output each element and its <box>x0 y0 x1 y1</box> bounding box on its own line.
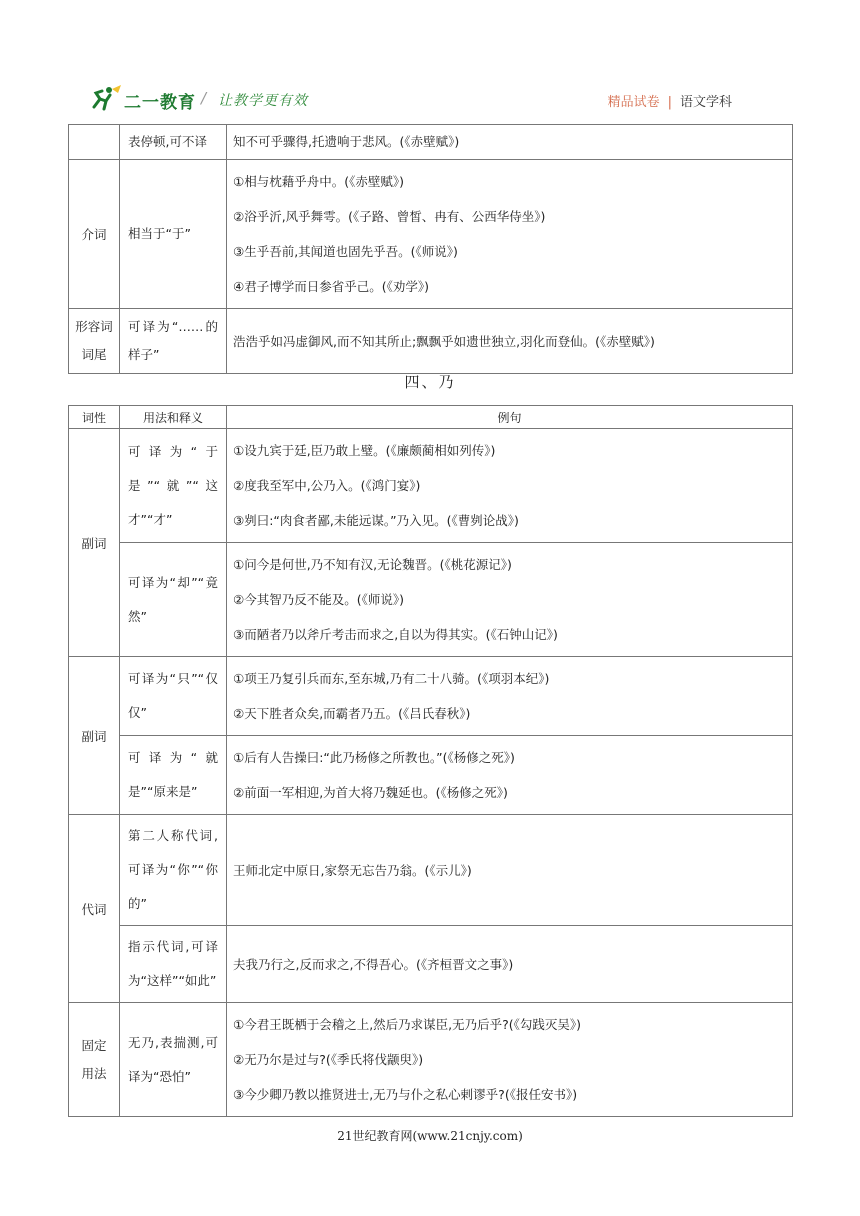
usage-cell: 第二人称代词,可译为“你”“你的” <box>120 815 227 926</box>
example-sentence: ②浴乎沂,风乎舞雩。(《子路、曾皙、冉有、公西华侍坐》) <box>233 209 546 224</box>
usage-cell: 可译为“只”“仅仅” <box>120 657 227 736</box>
example-sentence: ③今少卿乃教以推贤进士,无乃与仆之私心剌谬乎?(《报任安书》) <box>233 1087 578 1102</box>
usage-cell: 可译为“就是”“原来是” <box>120 736 227 815</box>
table-row <box>69 125 793 160</box>
column-header: 例句 <box>227 406 793 429</box>
usage-cell: 指示代词,可译为“这样”“如此” <box>120 926 227 1003</box>
table-row <box>69 1003 793 1117</box>
pos-cell: 介词 <box>69 160 120 309</box>
example-sentence: ②度我至军中,公乃入。(《鸿门宴》) <box>233 478 421 493</box>
usage-cell: 可译为“却”“竟然” <box>120 543 227 657</box>
example-sentence: ③生乎吾前,其闻道也固先乎吾。(《师说》) <box>233 244 458 259</box>
example-sentence: ③而陋者乃以斧斤考击而求之,自以为得其实。(《石钟山记》) <box>233 627 558 642</box>
page-header <box>84 82 764 118</box>
nai-usage-table <box>68 405 793 1117</box>
examples-cell <box>227 543 793 657</box>
example-sentence: ①项王乃复引兵而东,至东城,乃有二十八骑。(《项羽本纪》) <box>233 671 550 686</box>
section-title: 四、乃 <box>404 373 456 391</box>
usage-cell: 可译为“于是”“就”“这才”“才” <box>120 429 227 543</box>
usage-cell: 可译为“……的样子” <box>120 309 227 374</box>
example-sentence: ②今其智乃反不能及。(《师说》) <box>233 592 404 607</box>
table-row <box>69 736 793 815</box>
example-sentence: ④君子博学而日参省乎己。(《劝学》) <box>233 279 429 294</box>
example-sentence: ①后有人告操曰:“此乃杨修之所教也。”(《杨修之死》) <box>233 750 515 765</box>
table-row <box>69 543 793 657</box>
example-sentence: ①相与枕藉乎舟中。(《赤壁赋》) <box>233 174 404 189</box>
example-sentence: ②无乃尔是过与?(《季氏将伐颛臾》) <box>233 1052 424 1067</box>
example-sentence: 夫我乃行之,反而求之,不得吾心。(《齐桓晋文之事》) <box>233 956 514 972</box>
table-header-row <box>69 406 793 429</box>
table-row <box>69 160 793 309</box>
example-sentence: ②天下胜者众矣,而霸者乃五。(《吕氏春秋》) <box>233 706 471 721</box>
pos-cell <box>69 125 120 160</box>
pos-cell: 副词 <box>69 429 120 657</box>
example-sentence: 王师北定中原日,家祭无忘告乃翁。(《示儿》) <box>233 862 472 878</box>
table-row <box>69 815 793 926</box>
header-tags <box>608 91 732 110</box>
example-sentence: ①今君王既栖于会稽之上,然后乃求谋臣,无乃后乎?(《勾践灭吴》) <box>233 1017 582 1032</box>
header-separator: | <box>667 95 672 110</box>
examples-cell <box>227 1003 793 1117</box>
pos-cell: 代词 <box>69 815 120 1003</box>
pos-cell: 副词 <box>69 657 120 815</box>
brand-slogan: 让教学更有效 <box>218 93 308 109</box>
examples-cell <box>227 160 793 309</box>
pos-line: 用法 <box>81 1065 107 1081</box>
pos-cell <box>69 309 120 374</box>
example-sentence: 浩浩乎如冯虚御风,而不知其所止;飘飘乎如遗世独立,羽化而登仙。(《赤壁赋》) <box>233 333 655 349</box>
pos-line: 词尾 <box>81 347 107 362</box>
column-header: 词性 <box>69 406 120 429</box>
hu-continuation-table <box>68 124 793 374</box>
header-subject: 语文学科 <box>679 95 732 110</box>
examples-cell <box>227 657 793 736</box>
example-sentence: 知不可乎骤得,托遗响于悲风。(《赤壁赋》) <box>233 134 460 149</box>
brand-name: 二一教育 <box>124 93 196 113</box>
example-sentence: ①设九宾于廷,臣乃敢上璧。(《廉颇蔺相如列传》) <box>233 443 496 458</box>
examples-cell <box>227 125 793 160</box>
header-tag: 精品试卷 <box>607 95 660 110</box>
example-sentence: ③刿曰:“肉食者鄙,未能远谋。”乃入见。(《曹刿论战》) <box>233 513 519 528</box>
example-sentence: ②前面一军相迎,为首大将乃魏延也。(《杨修之死》) <box>233 785 508 800</box>
header-slash: / <box>201 89 207 107</box>
running-figure-logo-icon <box>88 85 122 111</box>
examples-cell <box>227 736 793 815</box>
usage-cell: 无乃,表揣测,可译为“恐怕” <box>120 1003 227 1117</box>
column-header: 用法和释义 <box>120 406 227 429</box>
table-row <box>69 657 793 736</box>
table-row <box>69 429 793 543</box>
examples-cell <box>227 815 793 926</box>
page-footer: 21世纪教育网(www.21cnjy.com) <box>337 1129 523 1143</box>
usage-cell: 表停顿,可不译 <box>120 125 227 160</box>
usage-cell: 相当于“于” <box>120 160 227 309</box>
examples-cell <box>227 926 793 1003</box>
table-row <box>69 926 793 1003</box>
pos-line: 形容词 <box>75 319 113 334</box>
pos-line: 固定 <box>81 1037 107 1053</box>
table-row <box>69 309 793 374</box>
pos-cell <box>69 1003 120 1117</box>
example-sentence: ①问今是何世,乃不知有汉,无论魏晋。(《桃花源记》) <box>233 557 512 572</box>
examples-cell <box>227 429 793 543</box>
examples-cell <box>227 309 793 374</box>
